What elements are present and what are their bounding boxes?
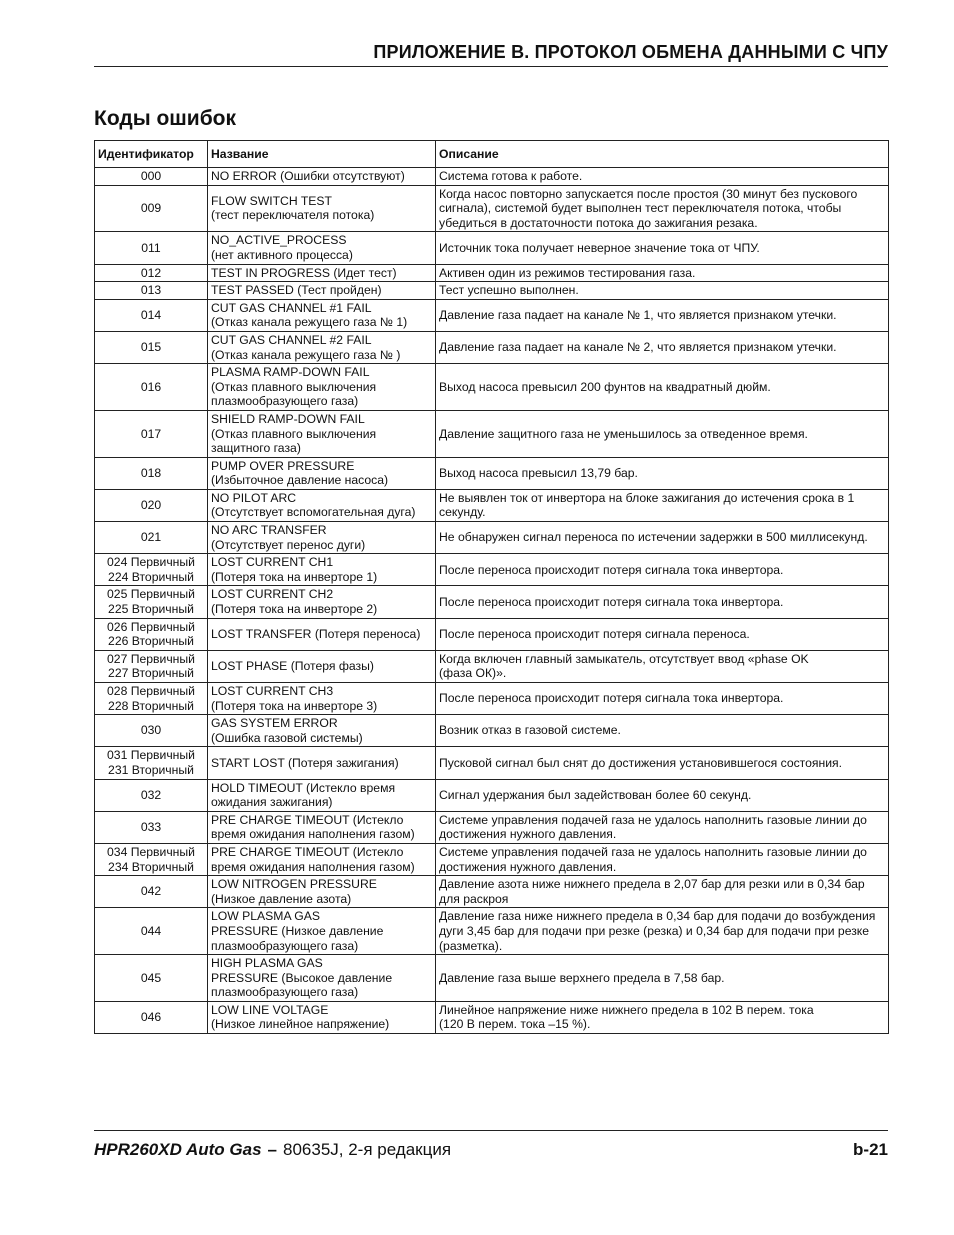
error-id-cell: 017	[95, 410, 208, 457]
error-description-cell: Системе управления подачей газа не удалось наполнить газовые линии до достижения нужного давления.	[436, 811, 889, 843]
error-id-cell: 011	[95, 232, 208, 264]
error-id-cell: 045	[95, 955, 208, 1002]
error-name-cell: CUT GAS CHANNEL #1 FAIL (Отказ канала режущего газа № 1)	[208, 299, 436, 331]
error-id-cell: 044	[95, 908, 208, 955]
footer-doc-number: 80635J, 2-я редакция	[283, 1140, 452, 1159]
table-row	[95, 410, 889, 457]
error-description-cell: Давление газа падает на канале № 1, что является признаком утечки.	[436, 299, 889, 331]
error-id-cell: 024 Первичный 224 Вторичный	[95, 554, 208, 586]
error-id-cell: 042	[95, 876, 208, 908]
section-title: Коды ошибок	[94, 107, 237, 130]
error-name-cell: START LOST (Потеря зажигания)	[208, 747, 436, 779]
error-name-cell: LOST CURRENT CH1 (Потеря тока на инверторе 1)	[208, 554, 436, 586]
error-id-cell: 018	[95, 457, 208, 489]
error-description-cell: Когда включен главный замыкатель, отсутствует ввод «phase OK (фаза ОК)».	[436, 650, 889, 682]
footer-dash: –	[267, 1140, 277, 1159]
error-name-cell: TEST PASSED (Тест пройден)	[208, 282, 436, 300]
error-name-cell: PRE CHARGE TIMEOUT (Истекло время ожидания наполнения газом)	[208, 843, 436, 875]
table-header-row	[95, 141, 889, 168]
error-name-cell: NO ERROR (Ошибки отсутствуют)	[208, 168, 436, 186]
page-number: b-21	[853, 1140, 888, 1159]
table-row	[95, 232, 889, 264]
footer-doc-info	[94, 1140, 451, 1160]
table-row	[95, 650, 889, 682]
error-id-cell: 016	[95, 364, 208, 411]
error-name-cell: LOST PHASE (Потеря фазы)	[208, 650, 436, 682]
error-name-cell: NO_ACTIVE_PROCESS (нет активного процесса)	[208, 232, 436, 264]
table-row	[95, 586, 889, 618]
column-header-description: Описание	[436, 141, 889, 168]
error-id-cell: 031 Первичный 231 Вторичный	[95, 747, 208, 779]
table-row	[95, 185, 889, 232]
error-name-cell: CUT GAS CHANNEL #2 FAIL (Отказ канала режущего газа № )	[208, 331, 436, 363]
error-id-cell: 034 Первичный 234 Вторичный	[95, 843, 208, 875]
page-footer	[94, 1130, 888, 1161]
error-id-cell: 009	[95, 185, 208, 232]
table-row	[95, 618, 889, 650]
table-row	[95, 683, 889, 715]
table-row	[95, 554, 889, 586]
error-name-cell: FLOW SWITCH TEST (тест переключателя потока)	[208, 185, 436, 232]
table-row	[95, 908, 889, 955]
error-description-cell: Пусковой сигнал был снят до достижения установившегося состояния.	[436, 747, 889, 779]
error-name-cell: PRE CHARGE TIMEOUT (Истекло время ожидания наполнения газом)	[208, 811, 436, 843]
column-header-name: Название	[208, 141, 436, 168]
table-row	[95, 364, 889, 411]
table-row	[95, 331, 889, 363]
error-id-cell: 028 Первичный 228 Вторичный	[95, 683, 208, 715]
error-id-cell: 030	[95, 715, 208, 747]
error-id-cell: 032	[95, 779, 208, 811]
error-name-cell: GAS SYSTEM ERROR (Ошибка газовой системы)	[208, 715, 436, 747]
table-row	[95, 457, 889, 489]
error-name-cell: PLASMA RAMP-DOWN FAIL (Отказ плавного выключения плазмообразующего газа)	[208, 364, 436, 411]
error-description-cell: Давление азота ниже нижнего предела в 2,07 бар для резки или в 0,34 бар для раскроя	[436, 876, 889, 908]
header-title: ПРИЛОЖЕНИЕ В. ПРОТОКОЛ ОБМЕНА ДАННЫМИ С ЧПУ	[373, 42, 888, 62]
page-header	[94, 40, 888, 67]
error-description-cell: Давление защитного газа не уменьшилось за отведенное время.	[436, 410, 889, 457]
error-description-cell: Давление газа ниже нижнего предела в 0,34 бар для подачи до возбуждения дуги 3,45 бар для подачи при резке (резка) и 0,34 бар для подачи при резке (разметка).	[436, 908, 889, 955]
table-row	[95, 1001, 889, 1033]
error-description-cell: Сигнал удержания был задействован более 60 секунд.	[436, 779, 889, 811]
table-row	[95, 299, 889, 331]
error-description-cell: После переноса происходит потеря сигнала тока инвертора.	[436, 586, 889, 618]
table-row	[95, 843, 889, 875]
error-name-cell: LOW PLASMA GAS PRESSURE (Низкое давление плазмообразующего газа)	[208, 908, 436, 955]
error-name-cell: HIGH PLASMA GAS PRESSURE (Высокое давление плазмообразующего газа)	[208, 955, 436, 1002]
error-id-cell: 025 Первичный 225 Вторичный	[95, 586, 208, 618]
error-name-cell: TEST IN PROGRESS (Идет тест)	[208, 264, 436, 282]
error-description-cell: Давление газа выше верхнего предела в 7,58 бар.	[436, 955, 889, 1002]
error-id-cell: 012	[95, 264, 208, 282]
error-description-cell: После переноса происходит потеря сигнала тока инвертора.	[436, 554, 889, 586]
error-name-cell: NO ARC TRANSFER (Отсутствует перенос дуги)	[208, 522, 436, 554]
table-row	[95, 715, 889, 747]
error-description-cell: Тест успешно выполнен.	[436, 282, 889, 300]
error-name-cell: SHIELD RAMP-DOWN FAIL (Отказ плавного выключения защитного газа)	[208, 410, 436, 457]
table-row	[95, 168, 889, 186]
error-name-cell: NO PILOT ARC (Отсутствует вспомогательная дуга)	[208, 489, 436, 521]
table-row	[95, 264, 889, 282]
table-row	[95, 747, 889, 779]
error-name-cell: LOW NITROGEN PRESSURE (Низкое давление азота)	[208, 876, 436, 908]
table-row	[95, 522, 889, 554]
error-description-cell: Не выявлен ток от инвертора на блоке зажигания до истечения срока в 1 секунду.	[436, 489, 889, 521]
error-codes-table	[94, 140, 889, 1034]
table-row	[95, 955, 889, 1002]
footer-product: HPR260XD Auto Gas	[94, 1140, 262, 1159]
error-description-cell: Активен один из режимов тестирования газа.	[436, 264, 889, 282]
error-id-cell: 033	[95, 811, 208, 843]
error-description-cell: Система готова к работе.	[436, 168, 889, 186]
error-name-cell: PUMP OVER PRESSURE (Избыточное давление насоса)	[208, 457, 436, 489]
error-id-cell: 026 Первичный 226 Вторичный	[95, 618, 208, 650]
error-id-cell: 014	[95, 299, 208, 331]
table-row	[95, 282, 889, 300]
error-description-cell: Давление газа падает на канале № 2, что является признаком утечки.	[436, 331, 889, 363]
error-description-cell: Возник отказ в газовой системе.	[436, 715, 889, 747]
error-description-cell: После переноса происходит потеря сигнала переноса.	[436, 618, 889, 650]
table-row	[95, 876, 889, 908]
table-row	[95, 779, 889, 811]
error-description-cell: Не обнаружен сигнал переноса по истечении задержки в 500 миллисекунд.	[436, 522, 889, 554]
error-id-cell: 021	[95, 522, 208, 554]
table-row	[95, 489, 889, 521]
error-name-cell: HOLD TIMEOUT (Истекло время ожидания зажигания)	[208, 779, 436, 811]
table-body	[95, 168, 889, 1034]
error-description-cell: Системе управления подачей газа не удалось наполнить газовые линии до достижения нужного давления.	[436, 843, 889, 875]
error-id-cell: 000	[95, 168, 208, 186]
error-description-cell: Линейное напряжение ниже нижнего предела в 102 В перем. тока (120 В перем. тока –15 %).	[436, 1001, 889, 1033]
error-description-cell: Когда насос повторно запускается после простоя (30 минут без пускового сигнала), системой будет выполнен тест переключателя потока, чтобы убедиться в достаточности потока до зажигания резака.	[436, 185, 889, 232]
error-id-cell: 027 Первичный 227 Вторичный	[95, 650, 208, 682]
table-row	[95, 811, 889, 843]
error-id-cell: 013	[95, 282, 208, 300]
error-name-cell: LOST CURRENT CH2 (Потеря тока на инверторе 2)	[208, 586, 436, 618]
error-name-cell: LOST CURRENT CH3 (Потеря тока на инверторе 3)	[208, 683, 436, 715]
error-id-cell: 015	[95, 331, 208, 363]
error-id-cell: 020	[95, 489, 208, 521]
error-name-cell: LOW LINE VOLTAGE (Низкое линейное напряжение)	[208, 1001, 436, 1033]
column-header-id: Идентификатор	[95, 141, 208, 168]
error-description-cell: Источник тока получает неверное значение тока от ЧПУ.	[436, 232, 889, 264]
error-description-cell: Выход насоса превысил 200 фунтов на квадратный дюйм.	[436, 364, 889, 411]
error-name-cell: LOST TRANSFER (Потеря переноса)	[208, 618, 436, 650]
error-id-cell: 046	[95, 1001, 208, 1033]
error-description-cell: После переноса происходит потеря сигнала тока инвертора.	[436, 683, 889, 715]
error-description-cell: Выход насоса превысил 13,79 бар.	[436, 457, 889, 489]
